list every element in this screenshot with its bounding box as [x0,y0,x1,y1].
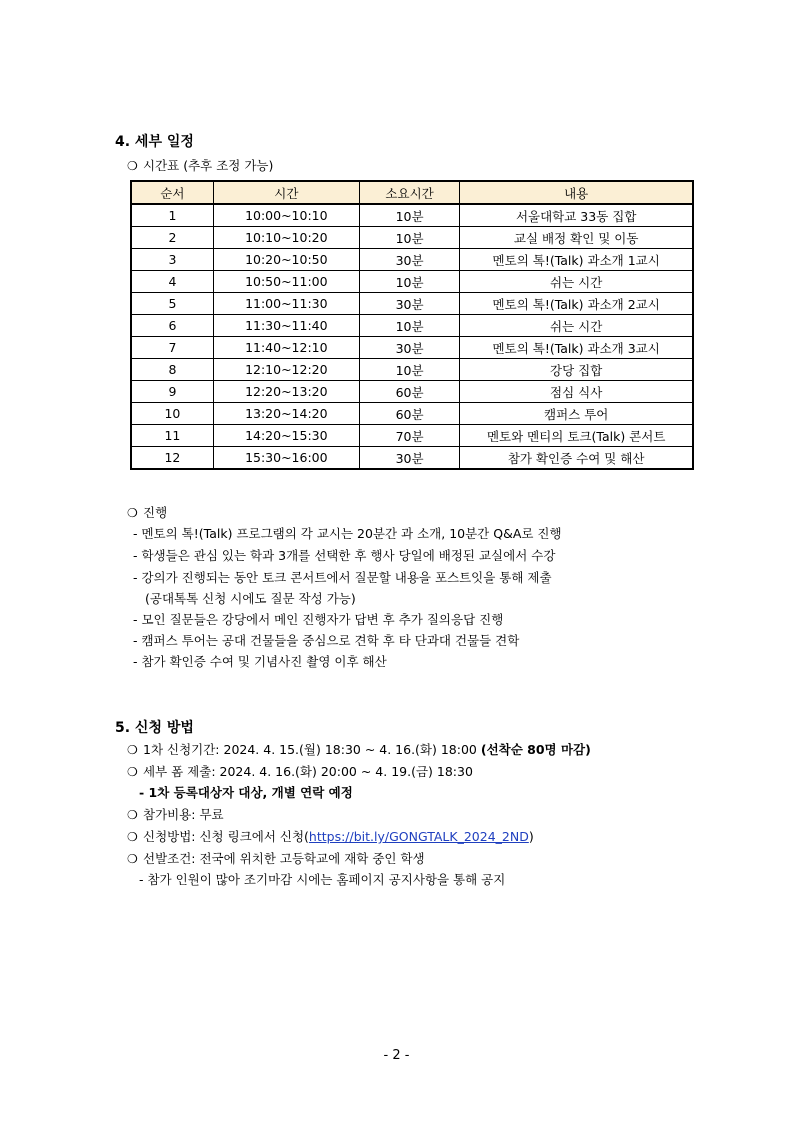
application-period: 1차 신청기간: 2024. 4. 15.(월) 18:30 ~ 4. 16.(화) 18:00 [143,742,481,757]
circle-bullet-icon: ❍ [127,506,138,520]
cell-duration: 30분 [359,249,460,271]
progress-item: - 강의가 진행되는 동안 토크 콘서트에서 질문할 내용을 포스트잇을 통해 제출 [133,570,552,585]
table-row [131,315,693,337]
schedule-caption: 시간표 (추후 조정 가능) [143,158,274,173]
progress-item: - 멘토의 톡!(Talk) 프로그램의 각 교시는 20분간 과 소개, 10분간 Q&A로 진행 [133,526,562,541]
schedule-table-body [131,204,693,469]
cell-order: 5 [131,293,213,315]
cell-time: 10:10~10:20 [213,227,359,249]
cell-time: 13:20~14:20 [213,403,359,425]
cell-duration: 10분 [359,227,460,249]
header-time: 시간 [213,181,359,204]
cell-time: 11:30~11:40 [213,315,359,337]
table-row [131,425,693,447]
section-5-title: 5. 신청 방법 [115,720,194,736]
method-prefix: 신청방법: 신청 링크에서 신청( [143,829,309,844]
header-content: 내용 [460,181,693,204]
cell-duration: 10분 [359,204,460,227]
progress-item: - 학생들은 관심 있는 학과 3개를 선택한 후 행사 당일에 배정된 교실에서 수강 [133,548,556,563]
progress-item: - 참가 확인증 수여 및 기념사진 촬영 이후 해산 [133,654,387,669]
cell-order: 7 [131,337,213,359]
page-number: - 2 - [383,1048,410,1063]
circle-bullet-icon: ❍ [127,808,138,822]
section-4-title: 4. 세부 일정 [115,134,194,150]
cell-duration: 70분 [359,425,460,447]
cell-content: 멘토와 멘티의 토크(Talk) 콘서트 [460,425,693,447]
cell-duration: 30분 [359,447,460,470]
cell-time: 10:00~10:10 [213,204,359,227]
cell-duration: 10분 [359,359,460,381]
cell-content: 멘토의 톡!(Talk) 과소개 2교시 [460,293,693,315]
cell-order: 2 [131,227,213,249]
progress-item: (공대톡톡 신청 시에도 질문 작성 가능) [145,591,356,606]
circle-bullet-icon: ❍ [127,159,138,173]
cell-order: 3 [131,249,213,271]
table-row [131,447,693,470]
application-period-line [127,740,591,758]
cell-content: 캠퍼스 투어 [460,403,693,425]
fee: 참가비용: 무료 [143,807,224,822]
table-row [131,249,693,271]
form-submission-line [127,762,473,780]
cell-order: 12 [131,447,213,470]
table-row [131,403,693,425]
criteria-line [127,849,425,867]
cell-time: 10:50~11:00 [213,271,359,293]
fee-line [127,805,224,823]
header-order: 순서 [131,181,213,204]
method-line [127,827,534,845]
circle-bullet-icon: ❍ [127,852,138,866]
table-row [131,204,693,227]
method-suffix: ) [528,829,534,844]
table-row [131,359,693,381]
circle-bullet-icon: ❍ [127,830,138,844]
cell-order: 11 [131,425,213,447]
cell-order: 4 [131,271,213,293]
cell-time: 12:20~13:20 [213,381,359,403]
criteria-note: - 참가 인원이 많아 조기마감 시에는 홈페이지 공지사항을 통해 공지 [139,872,506,887]
progress-item: - 캠퍼스 투어는 공대 건물들을 중심으로 견학 후 타 단과대 건물들 견학 [133,633,520,648]
progress-heading-line [127,503,167,521]
cell-duration: 30분 [359,337,460,359]
application-link[interactable]: https://bit.ly/GONGTALK_2024_2ND [308,829,529,844]
cell-order: 6 [131,315,213,337]
table-row [131,337,693,359]
cell-content: 쉬는 시간 [460,271,693,293]
cell-time: 14:20~15:30 [213,425,359,447]
cell-content: 강당 집합 [460,359,693,381]
table-row [131,271,693,293]
cell-duration: 60분 [359,403,460,425]
table-row [131,293,693,315]
cell-time: 15:30~16:00 [213,447,359,470]
cell-content: 멘토의 톡!(Talk) 과소개 1교시 [460,249,693,271]
cell-time: 12:10~12:20 [213,359,359,381]
form-note: - 1차 등록대상자 대상, 개별 연락 예정 [139,785,353,800]
progress-item: - 모인 질문들은 강당에서 메인 진행자가 답변 후 추가 질의응답 진행 [133,612,504,627]
cell-duration: 60분 [359,381,460,403]
application-period-limit: (선착순 80명 마감) [480,742,591,757]
cell-order: 1 [131,204,213,227]
cell-time: 10:20~10:50 [213,249,359,271]
cell-order: 8 [131,359,213,381]
cell-content: 참가 확인증 수여 및 해산 [460,447,693,470]
form-submission: 세부 폼 제출: 2024. 4. 16.(화) 20:00 ~ 4. 19.(금) 18:30 [143,764,473,779]
table-row [131,227,693,249]
cell-content: 멘토의 톡!(Talk) 과소개 3교시 [460,337,693,359]
schedule-table [130,180,694,470]
cell-time: 11:40~12:10 [213,337,359,359]
cell-order: 9 [131,381,213,403]
table-header-row [131,181,693,204]
schedule-caption-line [127,156,273,174]
table-row [131,381,693,403]
cell-order: 10 [131,403,213,425]
cell-duration: 30분 [359,293,460,315]
cell-duration: 10분 [359,271,460,293]
cell-content: 서울대학교 33동 집합 [460,204,693,227]
criteria: 선발조건: 전국에 위치한 고등학교에 재학 중인 학생 [143,851,425,866]
circle-bullet-icon: ❍ [127,743,138,757]
cell-content: 교실 배정 확인 및 이동 [460,227,693,249]
cell-content: 점심 식사 [460,381,693,403]
header-duration: 소요시간 [359,181,460,204]
cell-duration: 10분 [359,315,460,337]
progress-heading: 진행 [143,505,168,520]
circle-bullet-icon: ❍ [127,765,138,779]
cell-time: 11:00~11:30 [213,293,359,315]
cell-content: 쉬는 시간 [460,315,693,337]
